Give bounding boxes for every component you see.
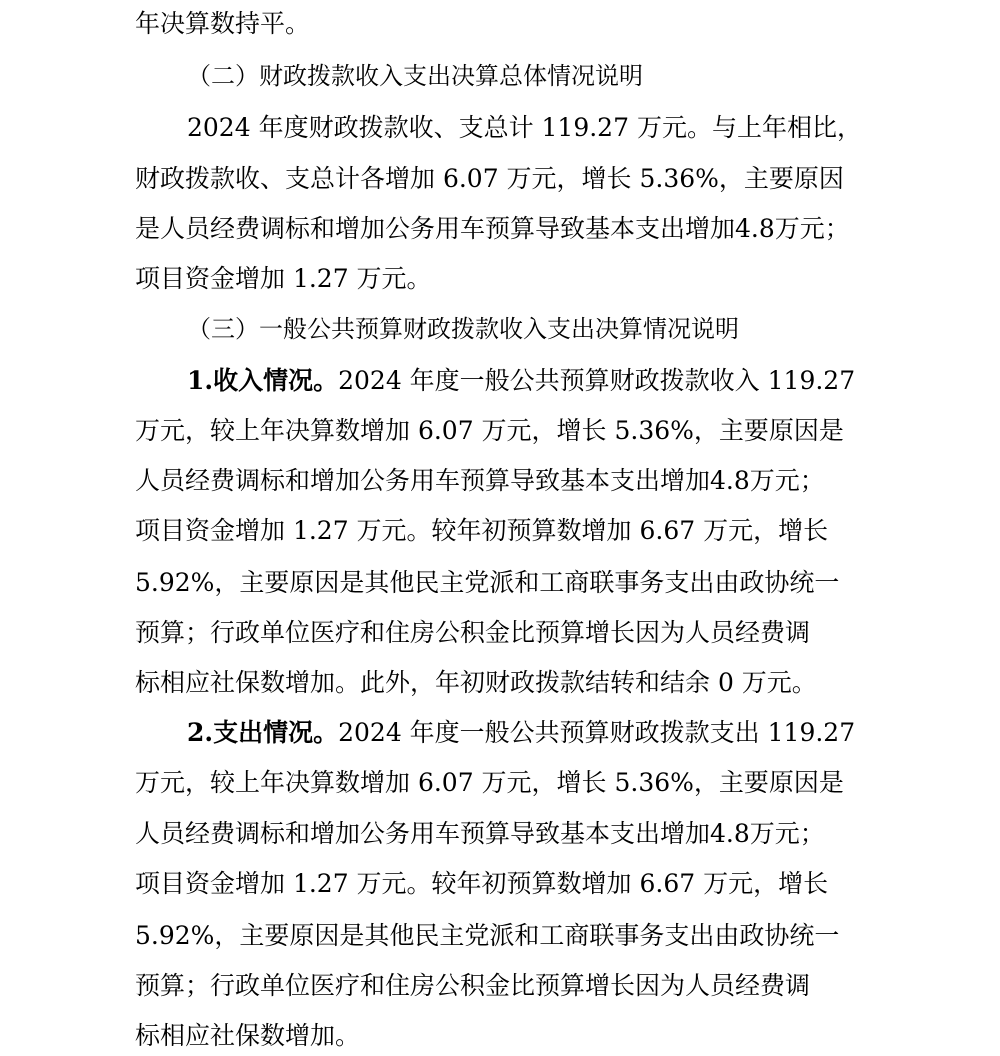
paragraph-line: 项目资金增加 1.27 万元。较年初预算数增加 6.67 万元，增长 — [135, 869, 829, 898]
paragraph-line: 是人员经费调标和增加公务用车预算导致基本支出增加4.8万元； — [135, 214, 850, 243]
paragraph-line: 标相应社保数增加。 — [135, 1021, 361, 1050]
paragraph-line: 年决算数持平。 — [135, 9, 311, 38]
paragraph-line: 预算；行政单位医疗和住房公积金比预算增长因为人员经费调 — [135, 618, 811, 647]
paragraph-line: 2024 年度财政拨款收、支总计 119.27 万元。与上年相比， — [187, 113, 862, 142]
section-heading-2: （二）财政拨款收入支出决算总体情况说明 — [187, 62, 643, 90]
paragraph-line: 标相应社保数增加。此外，年初财政拨款结转和结余 0 万元。 — [135, 668, 817, 697]
income-text: 2024 年度一般公共预算财政拨款收入 119.27 — [338, 366, 856, 395]
paragraph-line-income — [187, 365, 855, 397]
income-subheading: 1.收入情况。 — [187, 366, 339, 395]
paragraph-line: 财政拨款收、支总计各增加 6.07 万元，增长 5.36%，主要原因 — [135, 164, 844, 193]
paragraph-line: 万元，较上年决算数增加 6.07 万元，增长 5.36%，主要原因是 — [135, 768, 844, 797]
paragraph-line-expense — [187, 717, 855, 749]
section-heading-3: （三）一般公共预算财政拨款收入支出决算情况说明 — [187, 315, 739, 343]
paragraph-line: 项目资金增加 1.27 万元。较年初预算数增加 6.67 万元，增长 — [135, 516, 829, 545]
expense-subheading: 2.支出情况。 — [187, 718, 339, 747]
paragraph-line: 人员经费调标和增加公务用车预算导致基本支出增加4.8万元； — [135, 819, 825, 848]
paragraph-line: 5.92%，主要原因是其他民主党派和工商联事务支出由政协统一 — [135, 568, 840, 597]
paragraph-line: 万元，较上年决算数增加 6.07 万元，增长 5.36%，主要原因是 — [135, 416, 844, 445]
paragraph-line: 人员经费调标和增加公务用车预算导致基本支出增加4.8万元； — [135, 466, 825, 495]
paragraph-line: 预算；行政单位医疗和住房公积金比预算增长因为人员经费调 — [135, 971, 811, 1000]
paragraph-line: 项目资金增加 1.27 万元。 — [135, 264, 432, 293]
expense-text: 2024 年度一般公共预算财政拨款支出 119.27 — [338, 718, 856, 747]
paragraph-line: 5.92%，主要原因是其他民主党派和工商联事务支出由政协统一 — [135, 921, 840, 950]
